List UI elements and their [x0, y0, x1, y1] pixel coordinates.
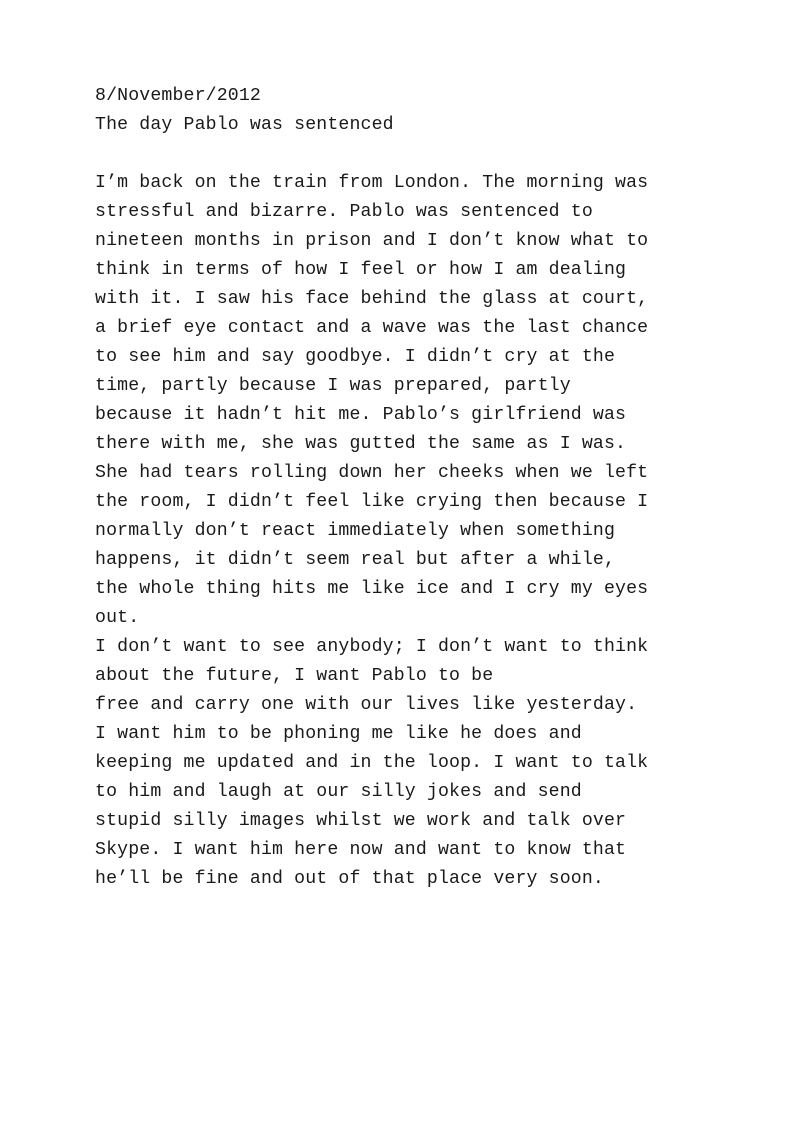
body-line: free and carry one with our lives like yesterday.: [95, 695, 638, 715]
body-line: out.: [95, 608, 140, 628]
body-line: a brief eye contact and a wave was the last chance: [95, 318, 649, 338]
body-line: there with me, she was gutted the same as I was.: [95, 434, 627, 454]
body-line: happens, it didn’t seem real but after a while,: [95, 550, 616, 570]
body-line: I want him to be phoning me like he does and: [95, 724, 582, 744]
body-line: to see him and say goodbye. I didn’t cry at the: [95, 347, 616, 367]
body-line: with it. I saw his face behind the glass at court,: [95, 289, 649, 309]
body-line: to him and laugh at our silly jokes and send: [95, 782, 582, 802]
body-line: normally don’t react immediately when something: [95, 521, 616, 541]
body-line: because it hadn’t hit me. Pablo’s girlfriend was: [95, 405, 627, 425]
body-line: think in terms of how I feel or how I am dealing: [95, 260, 627, 280]
body-line: She had tears rolling down her cheeks when we left: [95, 463, 649, 483]
body-line: I don’t want to see anybody; I don’t want to think: [95, 637, 649, 657]
diary-entry: [95, 82, 775, 894]
body-line: time, partly because I was prepared, partly: [95, 376, 571, 396]
entry-title: The day Pablo was sentenced: [95, 115, 394, 135]
body-line: about the future, I want Pablo to be: [95, 666, 494, 686]
body-line: the room, I didn’t feel like crying then because I: [95, 492, 649, 512]
body-line: he’ll be fine and out of that place very soon.: [95, 869, 604, 889]
body-line: Skype. I want him here now and want to know that: [95, 840, 627, 860]
entry-date: 8/November/2012: [95, 86, 261, 106]
body-line: keeping me updated and in the loop. I want to talk: [95, 753, 649, 773]
body-line: I’m back on the train from London. The morning was: [95, 173, 649, 193]
body-line: stupid silly images whilst we work and talk over: [95, 811, 627, 831]
body-line: stressful and bizarre. Pablo was sentenced to: [95, 202, 593, 222]
body-line: the whole thing hits me like ice and I cry my eyes: [95, 579, 649, 599]
blank-line: [95, 140, 775, 169]
body-line: nineteen months in prison and I don’t know what to: [95, 231, 649, 251]
